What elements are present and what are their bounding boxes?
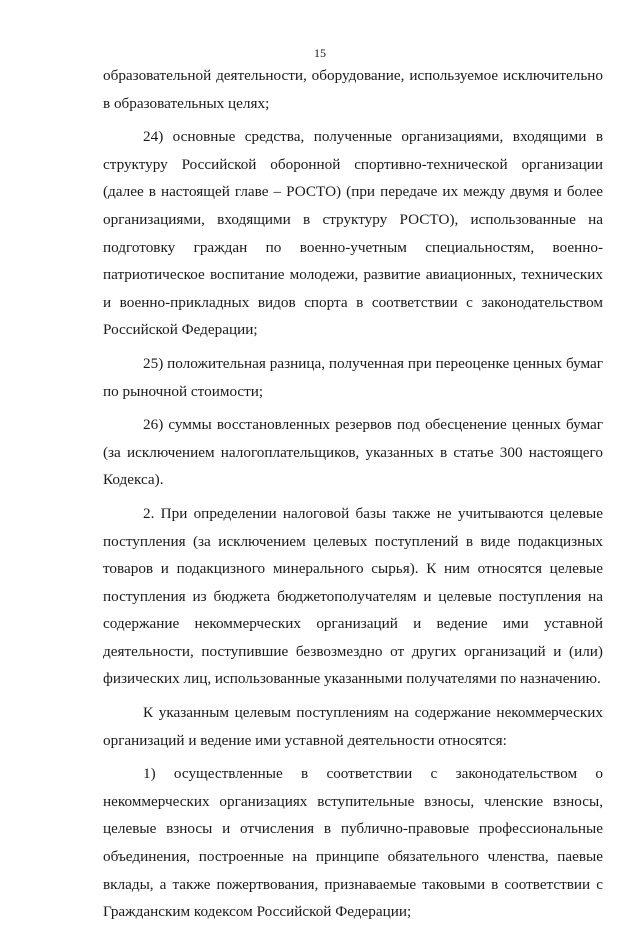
page-number: 15 [314, 46, 326, 60]
paragraph-item-26: 26) суммы восстановленных резервов под обесценение ценных бумаг (за исключением налогоплательщиков, указанных в статье 300 настоящего Кодекса). [103, 416, 603, 489]
paragraph-target-receipts: К указанным целевым поступлениям на содержание некоммерческих организаций и ведение ими уставной деятельности относятся: [103, 704, 603, 749]
paragraph-item-24: 24) основные средства, полученные организациями, входящими в структуру Российской оборонной спортивно-технической организации (далее в настоящей главе – РОСТО) (при передаче их между двумя и более организациями, входящими в структуру РОСТО), использованные на подготовку граждан по военно-учетным специальностям, военно-патриотическое воспитание молодежи, развитие авиационных, технических и военно-прикладных видов спорта в соответствии с законодательством Российской Федерации; [103, 128, 603, 339]
paragraph-clause-2: 2. При определении налоговой базы также не учитываются целевые поступления (за исключением целевых поступлений в виде подакцизных товаров и подакцизного минерального сырья). К ним относятся целевые поступления из бюджета бюджетополучателям и целевые поступления на содержание некоммерческих организаций и ведение ими уставной деятельности, поступившие безвозмездно от других организаций и (или) физических лиц, использованные указанными получателями по назначению. [103, 504, 603, 688]
paragraph-item-25: 25) положительная разница, полученная при переоценке ценных бумаг по рыночной стоимости; [103, 354, 603, 400]
paragraph-continuation: образовательной деятельности, оборудование, используемое исключительно в образовательных целях; [103, 67, 603, 112]
paragraph-item-1: 1) осуществленные в соответствии с законодательством о некоммерческих организациях вступительные взносы, членские взносы, целевые взносы и отчисления в публично-правовые профессиональные объединения, построенные на принципе обязательного членства, паевые вклады, а также пожертвования, признаваемые таковыми в соответствии с Гражданским кодексом Российской Федерации; [103, 765, 603, 921]
document-body [103, 62, 603, 932]
